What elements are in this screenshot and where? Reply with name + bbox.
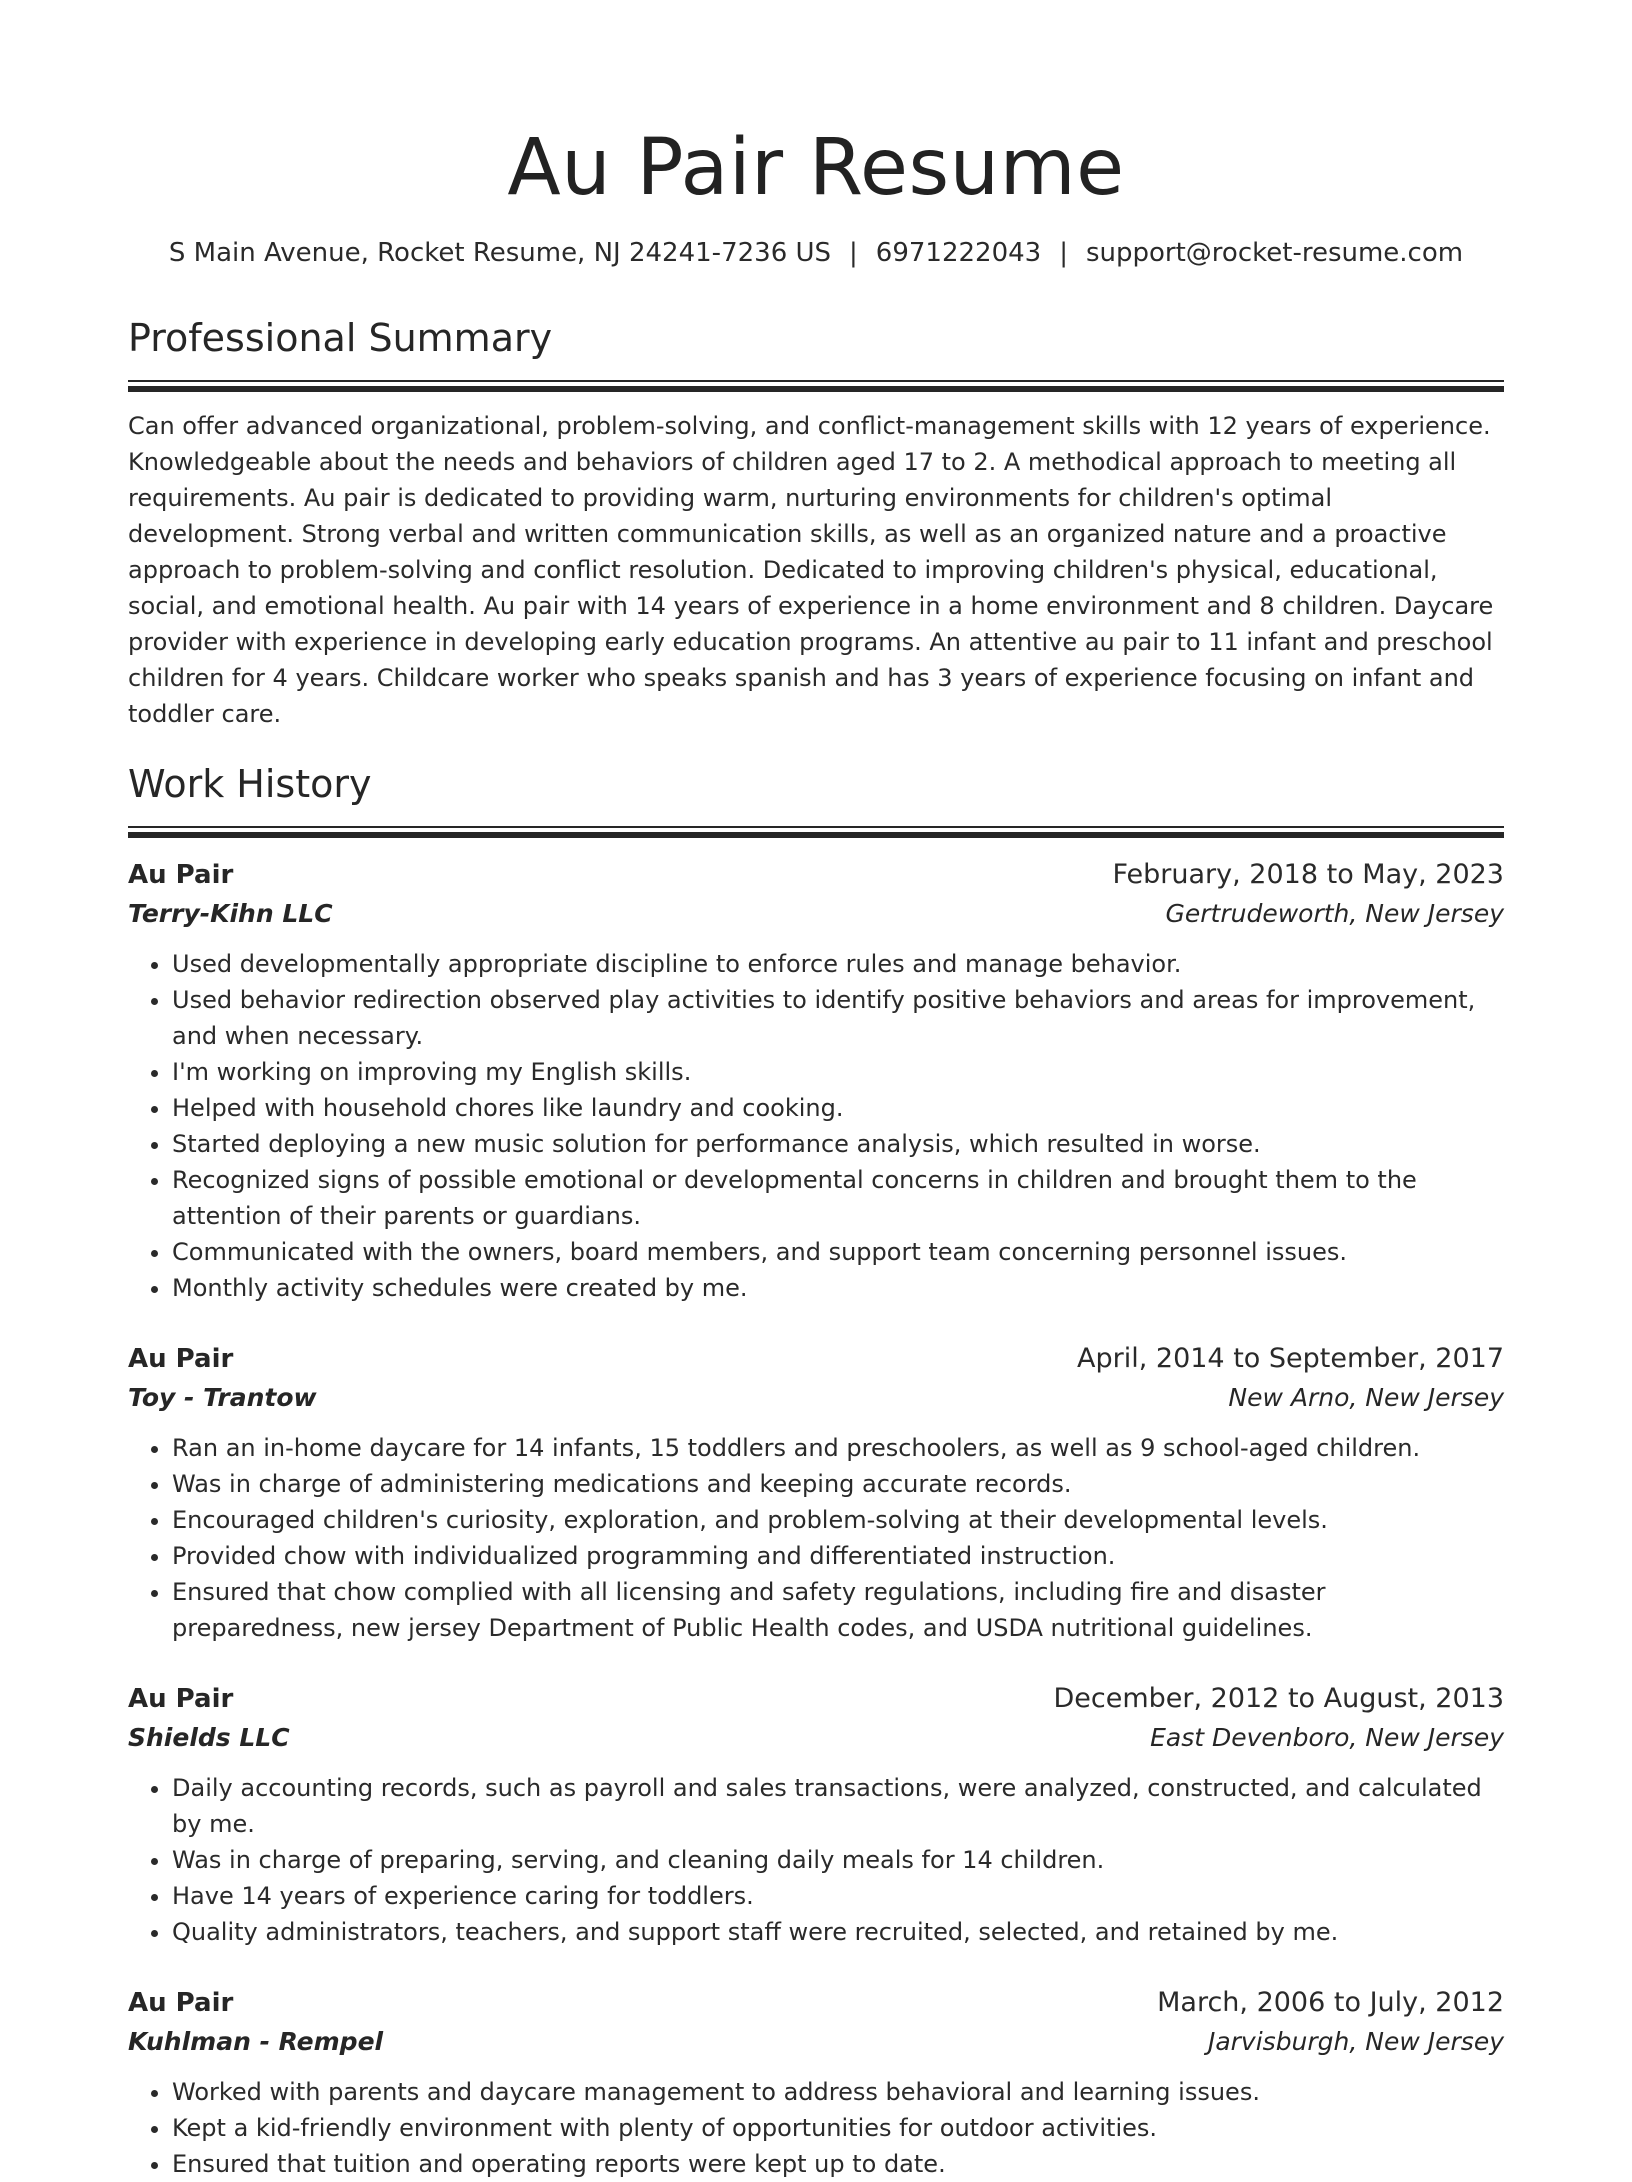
job-bullet: • Kept a kid-friendly environment with plenty of opportunities for outdoor activities. xyxy=(172,2110,1504,2146)
job-dates: March, 2006 to July, 2012 xyxy=(1157,1987,1504,2018)
job-bullet: • Used behavior redirection observed play activities to identify positive behaviors and areas for improvement, and when necessary. xyxy=(172,982,1504,1054)
job-company-row xyxy=(128,894,1504,934)
job-bullet-list xyxy=(128,1770,1504,1950)
job-bullet: • Was in charge of preparing, serving, and cleaning daily meals for 14 children. xyxy=(172,1842,1504,1878)
job-company-row xyxy=(128,2022,1504,2062)
job-entry xyxy=(128,1340,1504,1646)
summary-section xyxy=(128,316,1504,732)
work-section xyxy=(128,762,1504,2182)
job-bullet: • Communicated with the owners, board members, and support team concerning personnel issues. xyxy=(172,1234,1504,1270)
job-bullet: • Quality administrators, teachers, and support staff were recruited, selected, and retained by me. xyxy=(172,1914,1504,1950)
contact-address: S Main Avenue, Rocket Resume, NJ 24241-7236 US xyxy=(168,238,832,268)
contact-separator: | xyxy=(1059,238,1068,268)
job-bullet: • Have 14 years of experience caring for toddlers. xyxy=(172,1878,1504,1914)
job-bullet: • Daily accounting records, such as payroll and sales transactions, were analyzed, constructed, and calculated by me. xyxy=(172,1770,1504,1842)
contact-email: support@rocket-resume.com xyxy=(1085,238,1464,268)
job-bullet: • Ensured that chow complied with all licensing and safety regulations, including fire and disaster preparedness, new jersey Department of Public Health codes, and USDA nutritional guidelines. xyxy=(172,1574,1504,1646)
job-location: New Arno, New Jersey xyxy=(1228,1383,1504,1412)
job-company-row xyxy=(128,1378,1504,1418)
job-header-row xyxy=(128,1984,1504,2022)
job-bullet: • I'm working on improving my English skills. xyxy=(172,1054,1504,1090)
job-location: East Devenboro, New Jersey xyxy=(1150,1723,1504,1752)
job-bullet-list xyxy=(128,2074,1504,2182)
job-title: Au Pair xyxy=(128,1684,234,1714)
contact-line xyxy=(128,236,1504,270)
job-list xyxy=(128,856,1504,2182)
job-company: Terry-Kihn LLC xyxy=(128,899,333,928)
job-bullet: • Helped with household chores like laundry and cooking. xyxy=(172,1090,1504,1126)
job-company: Shields LLC xyxy=(128,1723,290,1752)
job-header-row xyxy=(128,856,1504,894)
resume-page xyxy=(128,120,1504,2182)
job-title: Au Pair xyxy=(128,1344,234,1374)
contact-phone: 6971222043 xyxy=(875,238,1042,268)
job-entry xyxy=(128,1984,1504,2182)
job-location: Gertrudeworth, New Jersey xyxy=(1165,899,1504,928)
job-bullet: • Was in charge of administering medications and keeping accurate records. xyxy=(172,1466,1504,1502)
job-bullet: • Ran an in-home daycare for 14 infants, 15 toddlers and preschoolers, as well as 9 school-aged children. xyxy=(172,1430,1504,1466)
job-dates: February, 2018 to May, 2023 xyxy=(1112,859,1504,890)
job-dates: December, 2012 to August, 2013 xyxy=(1053,1683,1504,1714)
job-bullet-list xyxy=(128,1430,1504,1646)
job-bullet: • Worked with parents and daycare management to address behavioral and learning issues. xyxy=(172,2074,1504,2110)
job-bullet: • Provided chow with individualized programming and differentiated instruction. xyxy=(172,1538,1504,1574)
summary-heading: Professional Summary xyxy=(128,316,553,360)
job-location: Jarvisburgh, New Jersey xyxy=(1207,2027,1504,2056)
job-bullet: • Ensured that tuition and operating reports were kept up to date. xyxy=(172,2146,1504,2182)
contact-separator: | xyxy=(849,238,858,268)
job-bullet: • Encouraged children's curiosity, exploration, and problem-solving at their developmental levels. xyxy=(172,1502,1504,1538)
job-dates: April, 2014 to September, 2017 xyxy=(1077,1343,1504,1374)
work-heading: Work History xyxy=(128,762,372,806)
job-header-row xyxy=(128,1340,1504,1378)
summary-text: Can offer advanced organizational, problem-solving, and conflict-management skills with 12 years of experience. Knowledgeable about the needs and behaviors of children aged 17 to 2. A methodical approach to meeting all requirements. Au pair is dedicated to providing warm, nurturing environments for children's optimal development. Strong verbal and written communication skills, as well as an organized nature and a proactive approach to problem-solving and conflict resolution. Dedicated to improving children's physical, educational, social, and emotional health. Au pair with 14 years of experience in a home environment and 8 children. Daycare provider with experience in developing early education programs. An attentive au pair to 11 infant and preschool children for 4 years. Childcare worker who speaks spanish and has 3 years of experience focusing on infant and toddler care. xyxy=(128,412,1494,728)
job-entry xyxy=(128,1680,1504,1950)
job-bullet-list xyxy=(128,946,1504,1306)
resume-title: Au Pair Resume xyxy=(507,123,1125,213)
job-entry xyxy=(128,856,1504,1306)
job-bullet: • Used developmentally appropriate discipline to enforce rules and manage behavior. xyxy=(172,946,1504,982)
job-header-row xyxy=(128,1680,1504,1718)
job-company: Kuhlman - Rempel xyxy=(128,2027,384,2056)
section-divider xyxy=(128,380,1504,392)
job-company-row xyxy=(128,1718,1504,1758)
job-bullet: • Recognized signs of possible emotional or developmental concerns in children and brought them to the attention of their parents or guardians. xyxy=(172,1162,1504,1234)
job-bullet: • Monthly activity schedules were created by me. xyxy=(172,1270,1504,1306)
section-divider xyxy=(128,826,1504,838)
job-company: Toy - Trantow xyxy=(128,1383,317,1412)
job-title: Au Pair xyxy=(128,1988,234,2018)
job-title: Au Pair xyxy=(128,860,234,890)
job-bullet: • Started deploying a new music solution for performance analysis, which resulted in worse. xyxy=(172,1126,1504,1162)
